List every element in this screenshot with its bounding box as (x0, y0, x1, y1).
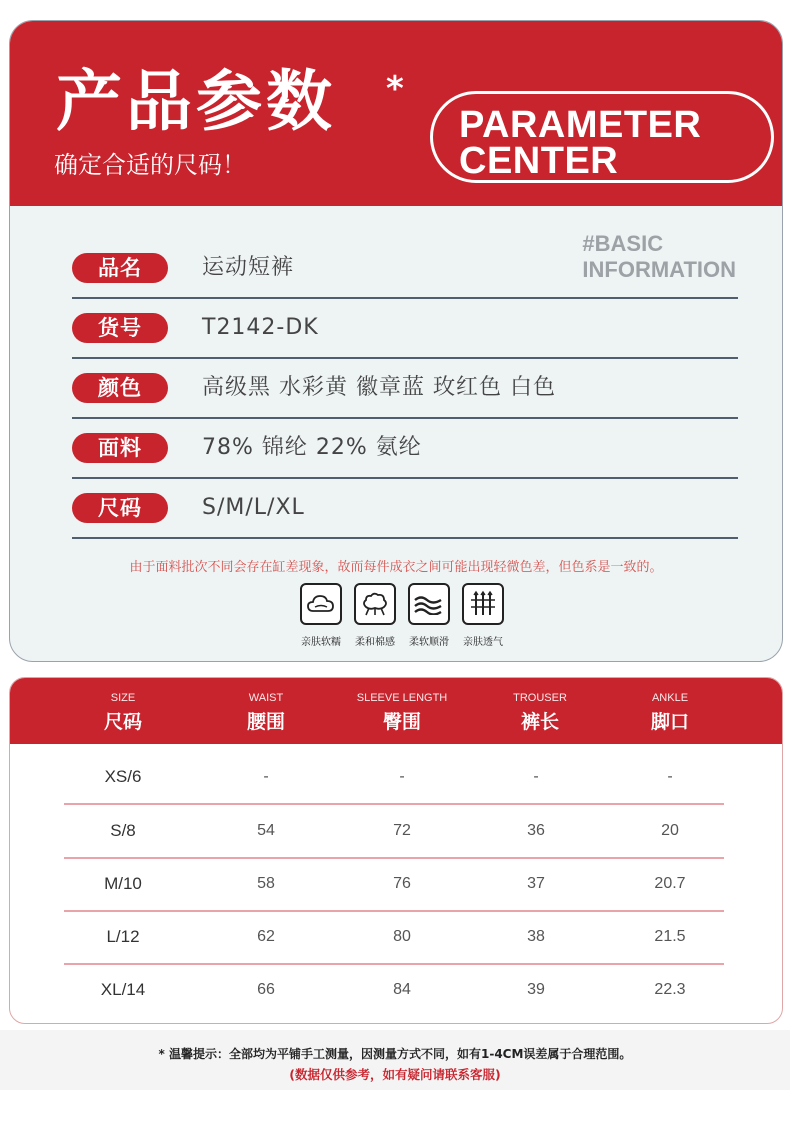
param-label: 尺码 (72, 493, 168, 523)
table-cell: XL/14 (100, 980, 146, 999)
badge-line-1: PARAMETER (459, 104, 702, 146)
column-header-en: TROUSER (513, 692, 567, 704)
column-header-en: WAIST (248, 692, 284, 704)
feature-label: 亲肤透气 (463, 637, 503, 648)
table-cell: 36 (527, 822, 545, 839)
feature-label: 柔软顺滑 (409, 637, 449, 648)
table-cell: 37 (527, 875, 545, 892)
param-row-color (72, 359, 738, 419)
param-row-sku (72, 299, 738, 359)
column-header (322, 678, 482, 734)
size-table-card (9, 677, 783, 1024)
feature-item (404, 583, 454, 648)
table-cell: XS/6 (104, 767, 142, 786)
param-value: T2142-DK (202, 315, 319, 340)
badge-line-2: CENTER (459, 140, 619, 182)
table-cell: - (667, 768, 673, 785)
param-value: 高级黑 水彩黄 徽章蓝 玫红色 白色 (202, 375, 556, 400)
size-table-header (10, 678, 782, 744)
column-header-zh: 臀围 (382, 711, 421, 733)
table-cell: 72 (393, 822, 411, 839)
column-header-zh: 脚口 (650, 711, 689, 733)
column-header (590, 678, 750, 734)
page-title: 产品参数 (56, 63, 336, 140)
column-header (43, 678, 203, 734)
table-cell: 84 (393, 981, 411, 998)
table-row (64, 804, 724, 859)
parameter-center-badge (430, 91, 774, 183)
color-difference-note: 由于面料批次不同会存在缸差现象，故而每件成衣之间可能出现轻微色差，但色系是一致的。 (129, 560, 663, 575)
table-cell: M/10 (104, 874, 142, 893)
basic-line-1: #BASIC (582, 231, 664, 256)
param-row-size (72, 479, 738, 539)
feature-item (350, 583, 400, 648)
reference-note: (数据仅供参考，如有疑问请联系客服) (289, 1067, 501, 1082)
table-cell: S/8 (110, 821, 136, 840)
measurement-tip: * 温馨提示：全部均为平铺手工测量，因测量方式不同，如有1-4CM误差属于合理范围。 (158, 1047, 632, 1061)
wave-icon (408, 583, 450, 625)
table-cell: - (263, 768, 269, 785)
table-cell: - (533, 768, 539, 785)
table-cell: 54 (257, 822, 275, 839)
title-star: * (386, 69, 404, 109)
table-cell: 80 (393, 928, 411, 945)
table-cell: 22.3 (654, 981, 686, 998)
param-value: 78% 锦纶 22% 氨纶 (202, 435, 422, 460)
table-cell: 20 (661, 822, 679, 839)
table-row (64, 750, 724, 805)
table-cell: 62 (257, 928, 275, 945)
cotton-icon (354, 583, 396, 625)
table-row (64, 963, 724, 1016)
feature-item (458, 583, 508, 648)
parameter-header (10, 21, 782, 206)
table-cell: 21.5 (654, 928, 686, 945)
table-cell: - (399, 768, 405, 785)
param-value: 运动短裤 (202, 255, 295, 280)
param-row-name (72, 239, 738, 299)
feature-icons (296, 583, 503, 653)
column-header-zh: 尺码 (103, 711, 142, 733)
table-cell: 58 (257, 875, 275, 892)
param-label: 货号 (72, 313, 168, 343)
column-header-zh: 腰围 (246, 711, 285, 733)
column-header-en: SIZE (110, 692, 136, 704)
param-label: 面料 (72, 433, 168, 463)
column-header-zh: 裤长 (520, 711, 559, 733)
table-cell: 66 (257, 981, 275, 998)
feature-item (296, 583, 346, 648)
parameter-card (9, 20, 783, 662)
feature-label: 亲肤软糯 (301, 637, 341, 648)
param-label: 颜色 (72, 373, 168, 403)
param-value: S/M/L/XL (202, 495, 305, 520)
page-subtitle: 确定合适的尺码！ (54, 151, 246, 179)
param-row-fabric (72, 419, 738, 479)
column-header-en: ANKLE (651, 692, 689, 704)
cloud-icon (300, 583, 342, 625)
table-cell: 39 (527, 981, 545, 998)
table-cell: 20.7 (654, 875, 686, 892)
table-cell: L/12 (106, 927, 140, 946)
table-row (64, 857, 724, 912)
basic-line-2: INFORMATION (582, 257, 736, 282)
table-cell: 76 (393, 875, 411, 892)
param-label: 品名 (72, 253, 168, 283)
table-row (64, 910, 724, 965)
feature-label: 柔和棉感 (355, 637, 395, 648)
breathable-icon (462, 583, 504, 625)
column-header-en: SLEEVE LENGTH (356, 692, 448, 704)
table-cell: 38 (527, 928, 545, 945)
